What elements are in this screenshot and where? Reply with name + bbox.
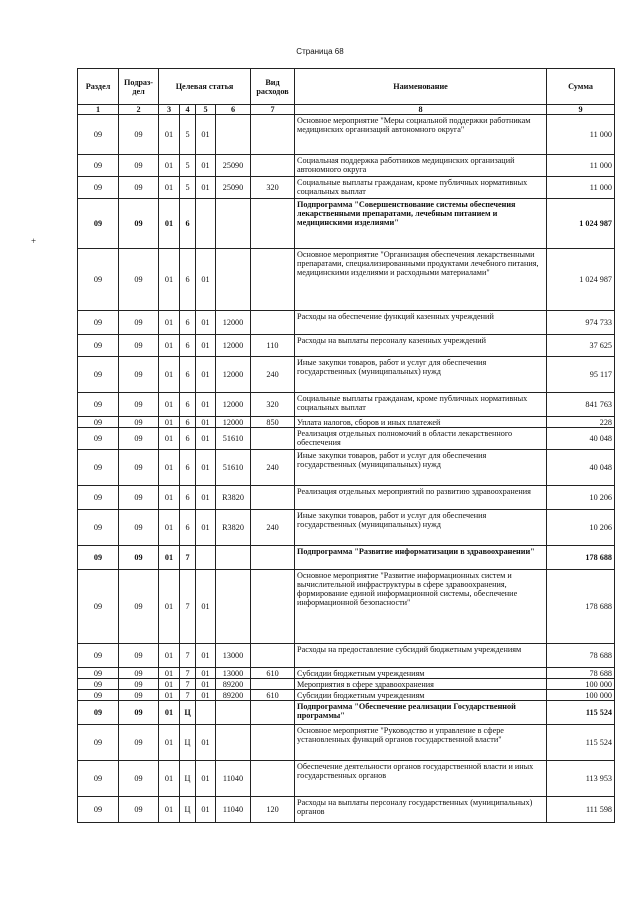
cell-direction [216, 701, 251, 725]
cell-subprogram: Ц [180, 761, 196, 797]
cell-podrazdel: 09 [119, 199, 159, 249]
cell-naimenovanie: Основное мероприятие "Организация обеспечения лекарственными препаратами, специализированными продуктами лечебного питания, медицинскими изделиями и расходными материалами" [295, 249, 547, 311]
cell-summa: 111 598 [547, 797, 615, 823]
table-row [78, 335, 615, 357]
cell-summa: 11 000 [547, 155, 615, 177]
header-tselevaya-statya: Целевая статья [159, 69, 251, 105]
cell-vid-rashodov [251, 199, 295, 249]
cell-summa: 11 000 [547, 177, 615, 199]
table-row [78, 486, 615, 510]
cell-program: 01 [159, 690, 180, 701]
cell-podrazdel: 09 [119, 335, 159, 357]
cell-razdel: 09 [78, 357, 119, 393]
cell-subprogram: 7 [180, 690, 196, 701]
cell-podrazdel: 09 [119, 311, 159, 335]
cell-podrazdel: 09 [119, 797, 159, 823]
cell-measure: 01 [196, 428, 216, 450]
cell-vid-rashodov: 110 [251, 335, 295, 357]
cell-measure: 01 [196, 450, 216, 486]
cell-podrazdel: 09 [119, 701, 159, 725]
cell-program: 01 [159, 644, 180, 668]
cell-program: 01 [159, 115, 180, 155]
cell-podrazdel: 09 [119, 450, 159, 486]
cell-subprogram: 7 [180, 570, 196, 644]
header-vid-rashodov: Вид расходов [251, 69, 295, 105]
cell-direction: 13000 [216, 644, 251, 668]
cell-measure: 01 [196, 311, 216, 335]
cell-program: 01 [159, 761, 180, 797]
table-row [78, 690, 615, 701]
cell-subprogram: 6 [180, 199, 196, 249]
table-row [78, 570, 615, 644]
cell-program: 01 [159, 335, 180, 357]
cell-naimenovanie: Иные закупки товаров, работ и услуг для обеспечения государственных (муниципальных) нужд [295, 510, 547, 546]
cell-direction: R3820 [216, 510, 251, 546]
cell-vid-rashodov [251, 428, 295, 450]
cell-measure: 01 [196, 761, 216, 797]
cell-vid-rashodov [251, 761, 295, 797]
cell-subprogram: 6 [180, 357, 196, 393]
cell-program: 01 [159, 450, 180, 486]
cell-razdel: 09 [78, 177, 119, 199]
cell-program: 01 [159, 701, 180, 725]
table-row [78, 249, 615, 311]
cell-naimenovanie: Обеспечение деятельности органов государственной власти и иных государственных органов [295, 761, 547, 797]
cell-program: 01 [159, 357, 180, 393]
cell-naimenovanie: Реализация отдельных полномочий в области лекарственного обеспечения [295, 428, 547, 450]
cell-measure: 01 [196, 417, 216, 428]
table-row [78, 668, 615, 679]
column-number: 8 [295, 105, 547, 115]
table-row [78, 155, 615, 177]
cell-naimenovanie: Субсидии бюджетным учреждениям [295, 668, 547, 679]
cell-direction: 12000 [216, 417, 251, 428]
cell-measure: 01 [196, 570, 216, 644]
cell-measure: 01 [196, 249, 216, 311]
cell-razdel: 09 [78, 249, 119, 311]
table-row [78, 725, 615, 761]
cell-summa: 95 117 [547, 357, 615, 393]
cell-program: 01 [159, 797, 180, 823]
cell-naimenovanie: Социальные выплаты гражданам, кроме публичных нормативных социальных выплат [295, 393, 547, 417]
cell-naimenovanie: Подпрограмма "Развитие информатизации в здравоохранении" [295, 546, 547, 570]
cell-program: 01 [159, 417, 180, 428]
header-naimenovanie: Наименование [295, 69, 547, 105]
cell-subprogram: 6 [180, 428, 196, 450]
cell-naimenovanie: Социальные выплаты гражданам, кроме публичных нормативных социальных выплат [295, 177, 547, 199]
cell-measure [196, 199, 216, 249]
column-number: 5 [196, 105, 216, 115]
cell-direction: 12000 [216, 393, 251, 417]
cell-measure: 01 [196, 357, 216, 393]
cell-summa: 10 206 [547, 486, 615, 510]
cell-podrazdel: 09 [119, 428, 159, 450]
cell-podrazdel: 09 [119, 249, 159, 311]
cell-summa: 115 524 [547, 701, 615, 725]
cell-summa: 40 048 [547, 428, 615, 450]
cell-razdel: 09 [78, 690, 119, 701]
cell-program: 01 [159, 546, 180, 570]
cell-measure: 01 [196, 115, 216, 155]
cell-razdel: 09 [78, 510, 119, 546]
cell-direction [216, 199, 251, 249]
cell-naimenovanie: Социальная поддержка работников медицинских организаций автономного округа [295, 155, 547, 177]
cell-vid-rashodov: 610 [251, 690, 295, 701]
cell-subprogram: 6 [180, 510, 196, 546]
cell-program: 01 [159, 510, 180, 546]
cell-measure: 01 [196, 155, 216, 177]
cell-direction: R3820 [216, 486, 251, 510]
cell-podrazdel: 09 [119, 546, 159, 570]
cell-vid-rashodov [251, 679, 295, 690]
cell-direction [216, 249, 251, 311]
budget-table [77, 68, 615, 823]
table-row [78, 644, 615, 668]
cell-naimenovanie: Расходы на обеспечение функций казенных учреждений [295, 311, 547, 335]
column-number: 2 [119, 105, 159, 115]
cell-razdel: 09 [78, 199, 119, 249]
cell-vid-rashodov [251, 155, 295, 177]
cell-measure: 01 [196, 725, 216, 761]
cell-direction [216, 115, 251, 155]
table-row [78, 428, 615, 450]
cell-razdel: 09 [78, 311, 119, 335]
table-body [78, 115, 615, 823]
cell-direction: 12000 [216, 311, 251, 335]
table-row [78, 393, 615, 417]
cell-measure: 01 [196, 690, 216, 701]
cell-vid-rashodov [251, 311, 295, 335]
table-row [78, 761, 615, 797]
cell-vid-rashodov [251, 249, 295, 311]
cell-vid-rashodov: 320 [251, 393, 295, 417]
cell-direction: 13000 [216, 668, 251, 679]
cell-naimenovanie: Расходы на предоставление субсидий бюджетным учреждениям [295, 644, 547, 668]
cell-subprogram: Ц [180, 701, 196, 725]
cell-podrazdel: 09 [119, 155, 159, 177]
table-row [78, 679, 615, 690]
cell-naimenovanie: Реализация отдельных мероприятий по развитию здравоохранения [295, 486, 547, 510]
cell-podrazdel: 09 [119, 690, 159, 701]
cell-summa: 1 024 987 [547, 249, 615, 311]
cell-summa: 113 953 [547, 761, 615, 797]
cell-naimenovanie: Иные закупки товаров, работ и услуг для обеспечения государственных (муниципальных) нужд [295, 450, 547, 486]
cell-razdel: 09 [78, 115, 119, 155]
cell-summa: 1 024 987 [547, 199, 615, 249]
cell-subprogram: 6 [180, 417, 196, 428]
cell-direction: 25090 [216, 177, 251, 199]
cell-subprogram: 6 [180, 249, 196, 311]
cell-razdel: 09 [78, 644, 119, 668]
cell-measure: 01 [196, 797, 216, 823]
table-row [78, 450, 615, 486]
cell-measure: 01 [196, 335, 216, 357]
cell-measure: 01 [196, 486, 216, 510]
cell-podrazdel: 09 [119, 668, 159, 679]
cell-measure [196, 546, 216, 570]
column-number: 1 [78, 105, 119, 115]
cell-podrazdel: 09 [119, 393, 159, 417]
cell-summa: 37 625 [547, 335, 615, 357]
cell-razdel: 09 [78, 428, 119, 450]
cell-razdel: 09 [78, 546, 119, 570]
cell-podrazdel: 09 [119, 177, 159, 199]
cell-naimenovanie: Подпрограмма "Совершенствование системы обеспечения лекарственными препаратами, лечебным питанием и медицинскими изделиями" [295, 199, 547, 249]
cell-podrazdel: 09 [119, 644, 159, 668]
table-row [78, 199, 615, 249]
cell-naimenovanie: Расходы на выплаты персоналу государственных (муниципальных) органов [295, 797, 547, 823]
cell-naimenovanie: Основное мероприятие "Руководство и управление в сфере установленных функций органов государственной власти" [295, 725, 547, 761]
column-number: 4 [180, 105, 196, 115]
column-number: 9 [547, 105, 615, 115]
cell-subprogram: 6 [180, 450, 196, 486]
cell-direction: 12000 [216, 335, 251, 357]
cell-razdel: 09 [78, 335, 119, 357]
cell-razdel: 09 [78, 797, 119, 823]
cell-program: 01 [159, 679, 180, 690]
cell-vid-rashodov [251, 725, 295, 761]
cell-podrazdel: 09 [119, 510, 159, 546]
cell-subprogram: 7 [180, 644, 196, 668]
cell-subprogram: 5 [180, 155, 196, 177]
cell-measure: 01 [196, 177, 216, 199]
cell-razdel: 09 [78, 679, 119, 690]
cell-subprogram: 5 [180, 115, 196, 155]
cell-naimenovanie: Основное мероприятие "Меры социальной поддержки работникам медицинских организаций автономного округа" [295, 115, 547, 155]
cell-naimenovanie: Основное мероприятие "Развитие информационных систем и вычислительной инфраструктуры в сфере здравоохранения, формирование единой информационной системы, обеспечение информационной безопасности" [295, 570, 547, 644]
cell-summa: 178 688 [547, 546, 615, 570]
header-row [78, 69, 615, 105]
cell-program: 01 [159, 249, 180, 311]
cell-program: 01 [159, 668, 180, 679]
cell-razdel: 09 [78, 701, 119, 725]
table-row [78, 510, 615, 546]
header-summa: Сумма [547, 69, 615, 105]
stray-scan-mark: + [31, 236, 37, 246]
cell-vid-rashodov: 850 [251, 417, 295, 428]
column-number-row [78, 105, 615, 115]
cell-vid-rashodov: 240 [251, 450, 295, 486]
table-row [78, 417, 615, 428]
cell-direction: 51610 [216, 450, 251, 486]
cell-podrazdel: 09 [119, 115, 159, 155]
cell-subprogram: 6 [180, 335, 196, 357]
cell-vid-rashodov [251, 570, 295, 644]
cell-razdel: 09 [78, 725, 119, 761]
cell-vid-rashodov: 120 [251, 797, 295, 823]
cell-program: 01 [159, 177, 180, 199]
cell-subprogram: 6 [180, 486, 196, 510]
cell-razdel: 09 [78, 486, 119, 510]
cell-program: 01 [159, 725, 180, 761]
cell-subprogram: Ц [180, 797, 196, 823]
cell-vid-rashodov: 240 [251, 510, 295, 546]
cell-razdel: 09 [78, 417, 119, 428]
cell-direction: 11040 [216, 761, 251, 797]
cell-podrazdel: 09 [119, 486, 159, 510]
table-row [78, 177, 615, 199]
cell-razdel: 09 [78, 570, 119, 644]
cell-vid-rashodov: 240 [251, 357, 295, 393]
cell-direction: 89200 [216, 690, 251, 701]
table-row [78, 115, 615, 155]
table-row [78, 311, 615, 335]
cell-summa: 11 000 [547, 115, 615, 155]
cell-measure: 01 [196, 393, 216, 417]
cell-podrazdel: 09 [119, 761, 159, 797]
cell-program: 01 [159, 570, 180, 644]
cell-vid-rashodov [251, 486, 295, 510]
cell-naimenovanie: Подпрограмма "Обеспечение реализации Государственной программы" [295, 701, 547, 725]
cell-summa: 178 688 [547, 570, 615, 644]
column-number: 3 [159, 105, 180, 115]
cell-program: 01 [159, 428, 180, 450]
header-razdel: Раздел [78, 69, 119, 105]
cell-direction: 89200 [216, 679, 251, 690]
cell-vid-rashodov [251, 701, 295, 725]
column-number: 6 [216, 105, 251, 115]
cell-summa: 974 733 [547, 311, 615, 335]
cell-summa: 228 [547, 417, 615, 428]
cell-razdel: 09 [78, 155, 119, 177]
cell-naimenovanie: Расходы на выплаты персоналу казенных учреждений [295, 335, 547, 357]
cell-measure [196, 701, 216, 725]
table-row [78, 797, 615, 823]
cell-naimenovanie: Уплата налогов, сборов и иных платежей [295, 417, 547, 428]
cell-summa: 100 000 [547, 679, 615, 690]
cell-razdel: 09 [78, 761, 119, 797]
cell-direction: 51610 [216, 428, 251, 450]
table-row [78, 546, 615, 570]
cell-naimenovanie: Субсидии бюджетным учреждениям [295, 690, 547, 701]
cell-program: 01 [159, 486, 180, 510]
cell-podrazdel: 09 [119, 725, 159, 761]
cell-program: 01 [159, 155, 180, 177]
cell-podrazdel: 09 [119, 417, 159, 428]
cell-measure: 01 [196, 679, 216, 690]
cell-vid-rashodov [251, 115, 295, 155]
cell-summa: 10 206 [547, 510, 615, 546]
cell-subprogram: 7 [180, 668, 196, 679]
cell-direction [216, 570, 251, 644]
cell-summa: 78 688 [547, 668, 615, 679]
cell-razdel: 09 [78, 393, 119, 417]
cell-subprogram: 7 [180, 546, 196, 570]
cell-program: 01 [159, 199, 180, 249]
cell-subprogram: Ц [180, 725, 196, 761]
header-podrazdel: Подраз-дел [119, 69, 159, 105]
cell-naimenovanie: Мероприятия в сфере здравоохранения [295, 679, 547, 690]
cell-razdel: 09 [78, 450, 119, 486]
cell-measure: 01 [196, 510, 216, 546]
cell-measure: 01 [196, 668, 216, 679]
cell-vid-rashodov [251, 546, 295, 570]
cell-podrazdel: 09 [119, 679, 159, 690]
cell-summa: 100 000 [547, 690, 615, 701]
cell-direction [216, 725, 251, 761]
cell-subprogram: 5 [180, 177, 196, 199]
column-number: 7 [251, 105, 295, 115]
cell-summa: 841 763 [547, 393, 615, 417]
cell-naimenovanie: Иные закупки товаров, работ и услуг для обеспечения государственных (муниципальных) нужд [295, 357, 547, 393]
cell-summa: 115 524 [547, 725, 615, 761]
table-row [78, 701, 615, 725]
cell-podrazdel: 09 [119, 357, 159, 393]
cell-summa: 40 048 [547, 450, 615, 486]
cell-direction: 11040 [216, 797, 251, 823]
cell-program: 01 [159, 311, 180, 335]
cell-vid-rashodov: 320 [251, 177, 295, 199]
cell-summa: 78 688 [547, 644, 615, 668]
cell-subprogram: 6 [180, 393, 196, 417]
cell-program: 01 [159, 393, 180, 417]
cell-subprogram: 7 [180, 679, 196, 690]
cell-direction: 25090 [216, 155, 251, 177]
cell-podrazdel: 09 [119, 570, 159, 644]
cell-vid-rashodov [251, 644, 295, 668]
page-number: Страница 68 [296, 47, 344, 56]
cell-measure: 01 [196, 644, 216, 668]
cell-vid-rashodov: 610 [251, 668, 295, 679]
cell-razdel: 09 [78, 668, 119, 679]
cell-subprogram: 6 [180, 311, 196, 335]
table-row [78, 357, 615, 393]
cell-direction: 12000 [216, 357, 251, 393]
cell-direction [216, 546, 251, 570]
